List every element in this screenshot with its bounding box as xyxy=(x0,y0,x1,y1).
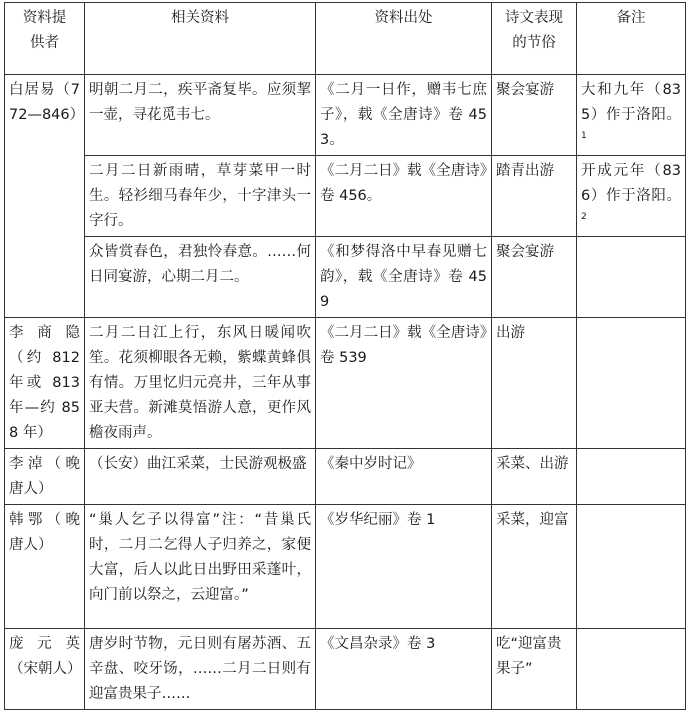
source-cell: 《岁华纪丽》卷 1 xyxy=(316,505,492,629)
header-custom-line2: 的节俗 xyxy=(512,35,556,51)
table-row xyxy=(5,237,686,318)
header-custom xyxy=(492,3,577,75)
header-note xyxy=(577,3,686,75)
table-row xyxy=(5,75,686,156)
header-note-text: 备注 xyxy=(616,10,646,26)
custom-cell: 踏青出游 xyxy=(492,156,577,237)
header-provider xyxy=(5,3,85,75)
header-source-text: 资料出处 xyxy=(374,10,433,26)
custom-cell: 聚会宴游 xyxy=(492,237,577,318)
header-provider-line1: 资料提 xyxy=(22,10,67,26)
footnote-marker: 1 xyxy=(581,131,587,142)
custom-cell: 聚会宴游 xyxy=(492,75,577,156)
note-cell xyxy=(577,237,686,318)
source-cell: 《秦中岁时记》 xyxy=(316,449,492,505)
custom-cell: 采菜，迎富 xyxy=(492,505,577,629)
table-row xyxy=(5,505,686,629)
source-cell: 《文昌杂录》卷 3 xyxy=(316,629,492,710)
content-cell: 众皆赏春色，君独怜春意。……何日同宴游，心期二月二。 xyxy=(85,237,316,318)
header-source xyxy=(316,3,492,75)
table-row xyxy=(5,318,686,449)
table-row xyxy=(5,449,686,505)
footnote-marker: 2 xyxy=(581,212,587,223)
content-cell: 二月二日江上行，东风日暖闻吹笙。花须柳眼各无赖，紫蝶黄蜂俱有情。万里忆归元亮井，三年从事亚夫营。新滩莫悟游人意，更作风檐夜雨声。 xyxy=(85,318,316,449)
note-text: 大和九年（835）作于洛阳。 xyxy=(581,82,681,123)
custom-cell: 吃“迎富贵果子” xyxy=(492,629,577,710)
custom-cell: 出游 xyxy=(492,318,577,449)
provider-cell: 白居易（772—846） xyxy=(5,75,85,318)
provider-cell: 庞元英（宋朝人） xyxy=(5,629,85,710)
header-content-text: 相关资料 xyxy=(171,10,229,26)
content-cell: 二月二日新雨晴，草芽菜甲一时生。轻衫细马春年少，十字津头一字行。 xyxy=(85,156,316,237)
note-cell xyxy=(577,318,686,449)
content-cell: （长安）曲江采菜，士民游观极盛 xyxy=(85,449,316,505)
source-cell: 《二月一日作，赠韦七庶子》，载《全唐诗》卷 453。 xyxy=(316,75,492,156)
note-text: 开成元年（836）作于洛阳。 xyxy=(581,163,681,204)
provider-cell: 李商隐（约 812 年或 813 年—约 858 年） xyxy=(5,318,85,449)
table-row xyxy=(5,629,686,710)
note-cell xyxy=(577,629,686,710)
note-cell xyxy=(577,75,686,156)
source-cell: 《二月二日》载《全唐诗》卷 539 xyxy=(316,318,492,449)
source-cell: 《二月二日》载《全唐诗》卷 456。 xyxy=(316,156,492,237)
note-cell xyxy=(577,156,686,237)
custom-cell: 采菜、出游 xyxy=(492,449,577,505)
content-cell: 明朝二月二，疾平斋复毕。应须挈一壶，寻花觅韦七。 xyxy=(85,75,316,156)
provider-cell: 韩鄂（晚唐人） xyxy=(5,505,85,629)
header-content xyxy=(85,3,316,75)
note-cell xyxy=(577,505,686,629)
content-cell: 唐岁时节物，元日则有屠苏酒、五辛盘、咬牙饧，……二月二日则有迎富贵果子…… xyxy=(85,629,316,710)
table-header-row xyxy=(5,3,686,75)
festival-reference-table xyxy=(4,2,686,710)
provider-cell: 李淖（晚唐人） xyxy=(5,449,85,505)
header-provider-line2: 供者 xyxy=(30,35,59,51)
source-cell: 《和梦得洛中早春见赠七韵》，载《全唐诗》卷 459 xyxy=(316,237,492,318)
content-cell: “巢人乞子以得富”注：“昔巢氏时，二月二乞得人子归养之，家便大富，后人以此日出野田采蓬叶，向门前以祭之，云迎富。” xyxy=(85,505,316,629)
header-custom-line1: 诗文表现 xyxy=(505,10,563,26)
table-row xyxy=(5,156,686,237)
note-cell xyxy=(577,449,686,505)
